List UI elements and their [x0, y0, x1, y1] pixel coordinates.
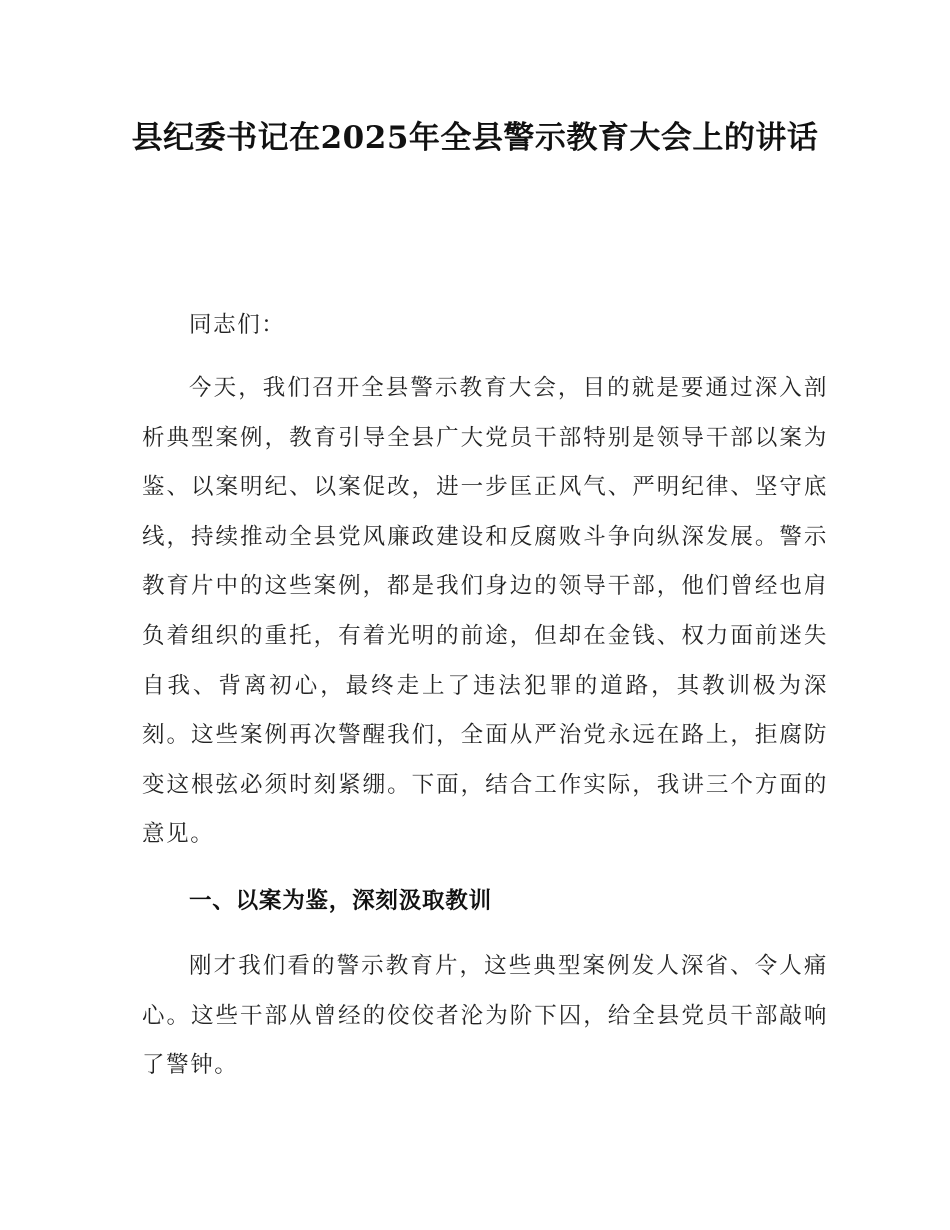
section-heading-1: 一、以案为鉴，深刻汲取教训	[189, 888, 492, 914]
salutation: 同志们：	[189, 312, 286, 338]
document-title: 县纪委书记在2025年全县警示教育大会上的讲话	[131, 120, 819, 156]
paragraph-section-1: 刚才我们看的警示教育片，这些典型案例发人深省、令人痛心。这些干部从曾经的佼佼者沦为阶下囚，给全县党员干部敲响了警钟。	[142, 953, 828, 1079]
paragraph-intro: 今天，我们召开全县警示教育大会，目的就是要通过深入剖析典型案例，教育引导全县广大党员干部特别是领导干部以案为鉴、以案明纪、以案促改，进一步匡正风气、严明纪律、坚守底线，持续推动全县党风廉政建设和反腐败斗争向纵深发展。警示教育片中的这些案例，都是我们身边的领导干部，他们曾经也肩负着组织的重托，有着光明的前途，但却在金钱、权力面前迷失自我、背离初心，最终走上了违法犯罪的道路，其教训极为深刻。这些案例再次警醒我们，全面从严治党永远在路上，拒腐防变这根弦必须时刻紧绷。下面，结合工作实际，我讲三个方面的意见。	[142, 375, 828, 848]
